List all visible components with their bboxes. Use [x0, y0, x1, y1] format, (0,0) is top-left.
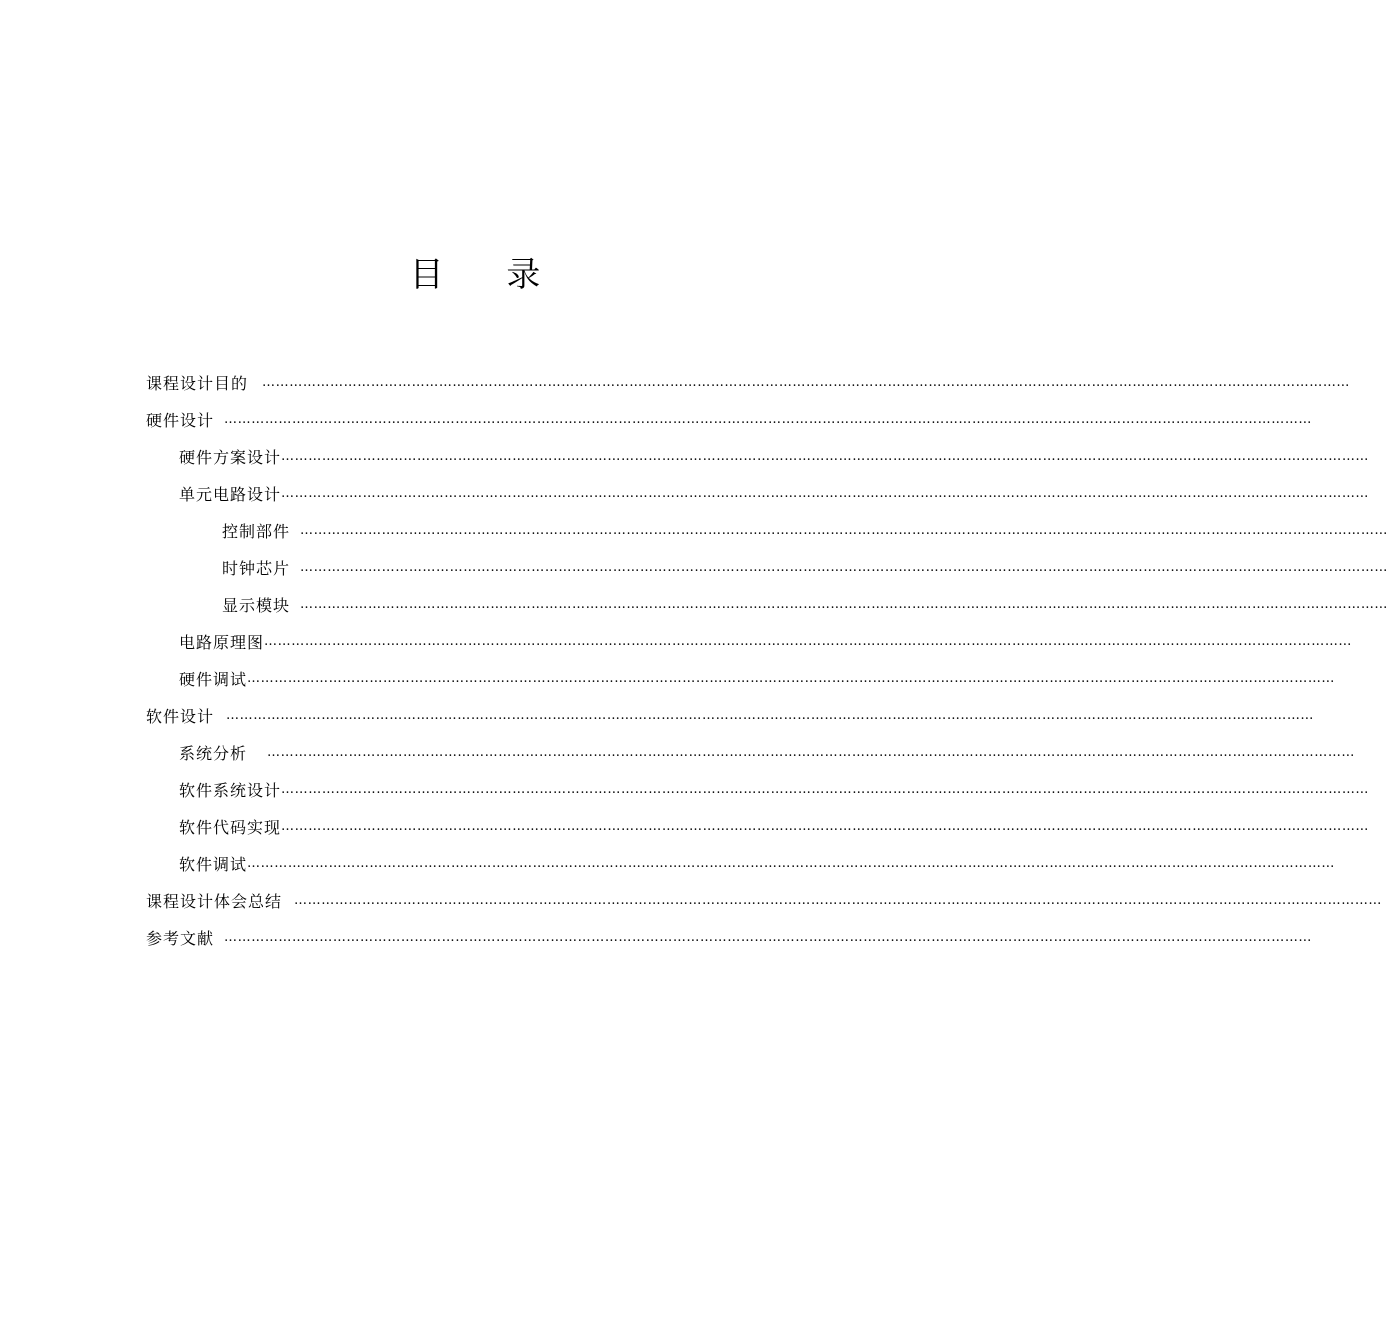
toc-entry-label: 单元电路设计 [179, 485, 282, 504]
dot-leader: …………………………………………………………………………………………………………………………………………………………………………………………………………………… [247, 856, 1336, 871]
toc-entry-label: 时钟芯片 [222, 559, 291, 578]
toc-entry-control-unit[interactable] [222, 512, 1388, 549]
dot-leader: …………………………………………………………………………………………………………………………………………………………………………………………………………………… [224, 930, 1313, 945]
toc-entry-software-code-implementation[interactable] [179, 808, 1370, 845]
dot-leader: …………………………………………………………………………………………………………………………………………………………………………………………………………………… [294, 893, 1383, 908]
toc-entry-unit-circuit-design[interactable] [179, 475, 1370, 512]
toc-entry-clock-chip[interactable] [222, 549, 1388, 586]
toc-entry-hardware-design[interactable] [146, 401, 1313, 438]
toc-entry-label: 参考文献 [146, 929, 215, 948]
toc-entry-label: 硬件方案设计 [179, 448, 282, 467]
dot-leader: …………………………………………………………………………………………………………………………………………………………………………………………………………………… [267, 745, 1356, 760]
dot-leader: …………………………………………………………………………………………………………………………………………………………………………………………………………………… [224, 412, 1313, 427]
page-title: 目 录 [409, 255, 567, 295]
toc-entry-course-design-purpose[interactable] [146, 364, 1351, 401]
toc-entry-references[interactable] [146, 919, 1313, 956]
dot-leader: …………………………………………………………………………………………………………………………………………………………………………………………………………………… [281, 486, 1370, 501]
toc-entry-display-module[interactable] [222, 586, 1388, 623]
toc-entry-label: 电路原理图 [179, 633, 265, 652]
toc-entry-label: 硬件调试 [179, 670, 248, 689]
dot-leader: …………………………………………………………………………………………………………………………………………………………………………………………………………………… [262, 375, 1351, 390]
toc-entry-label: 软件系统设计 [179, 781, 282, 800]
dot-leader: …………………………………………………………………………………………………………………………………………………………………………………………………………………… [281, 819, 1370, 834]
dot-leader: …………………………………………………………………………………………………………………………………………………………………………………………………………………… [300, 523, 1388, 538]
toc-entry-software-system-design[interactable] [179, 771, 1370, 808]
toc-entry-label: 显示模块 [222, 596, 291, 615]
toc-entry-circuit-schematic[interactable] [179, 623, 1353, 660]
toc-entry-software-debugging[interactable] [179, 845, 1336, 882]
dot-leader: …………………………………………………………………………………………………………………………………………………………………………………………………………………… [264, 634, 1353, 649]
toc-entry-label: 软件设计 [146, 707, 215, 726]
toc-entry-hardware-scheme-design[interactable] [179, 438, 1370, 475]
toc-entry-label: 课程设计体会总结 [146, 892, 283, 911]
toc-entry-system-analysis[interactable] [179, 734, 1356, 771]
toc-entry-hardware-debugging[interactable] [179, 660, 1336, 697]
dot-leader: …………………………………………………………………………………………………………………………………………………………………………………………………………………… [226, 708, 1315, 723]
toc-entry-label: 控制部件 [222, 522, 291, 541]
toc-entry-label: 课程设计目的 [146, 374, 249, 393]
toc-entry-course-design-summary[interactable] [146, 882, 1383, 919]
dot-leader: …………………………………………………………………………………………………………………………………………………………………………………………………………………… [247, 671, 1336, 686]
dot-leader: …………………………………………………………………………………………………………………………………………………………………………………………………………………… [281, 782, 1370, 797]
dot-leader: …………………………………………………………………………………………………………………………………………………………………………………………………………………… [300, 597, 1388, 612]
dot-leader: …………………………………………………………………………………………………………………………………………………………………………………………………………………… [300, 560, 1388, 575]
toc-entry-label: 硬件设计 [146, 411, 215, 430]
toc-entry-label: 软件调试 [179, 855, 248, 874]
toc-entry-label: 软件代码实现 [179, 818, 282, 837]
toc-entry-label: 系统分析 [179, 744, 248, 763]
toc-entry-software-design[interactable] [146, 697, 1315, 734]
dot-leader: …………………………………………………………………………………………………………………………………………………………………………………………………………………… [281, 449, 1370, 464]
